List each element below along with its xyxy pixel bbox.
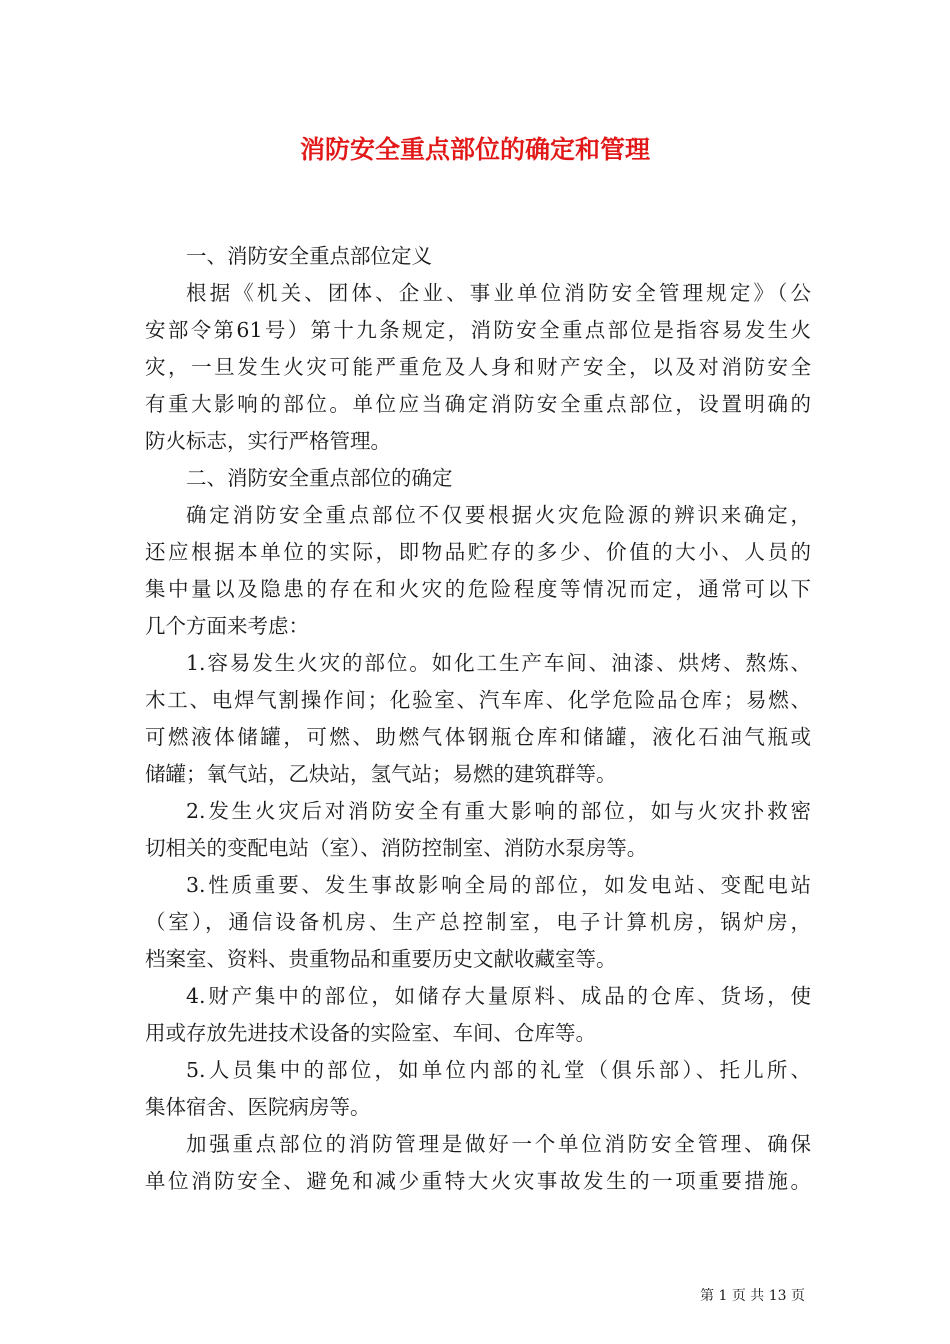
text-line: 几个方面来考虑： — [145, 614, 309, 638]
text-line: 二、消防安全重点部位的确定 — [186, 466, 453, 490]
text-line: 1.容易发生火灾的部位。如化工生产车间、油漆、烘烤、熬炼、 — [186, 651, 811, 675]
text-line: 储罐；氧气站，乙炔站，氢气站；易燃的建筑群等。 — [145, 762, 617, 786]
text-line: 5.人员集中的部位，如单位内部的礼堂（俱乐部）、托儿所、 — [186, 1058, 811, 1082]
text-line: 安部令第61号）第十九条规定，消防安全重点部位是指容易发生火 — [145, 318, 811, 342]
document-body — [145, 238, 811, 1200]
text-line: 4.财产集中的部位，如储存大量原料、成品的仓库、货场，使 — [186, 984, 811, 1008]
text-line: 切相关的变配电站（室）、消防控制室、消防水泵房等。 — [145, 836, 648, 860]
text-line: 用或存放先进技术设备的实险室、车间、仓库等。 — [145, 1021, 596, 1045]
text-line: 加强重点部位的消防管理是做好一个单位消防安全管理、确保 — [186, 1132, 811, 1156]
text-line: 档案室、资料、贵重物品和重要历史文献收藏室等。 — [145, 947, 617, 971]
text-line: 2.发生火灾后对消防安全有重大影响的部位，如与火灾扑救密 — [186, 799, 811, 823]
document-title: 消防安全重点部位的确定和管理 — [299, 135, 650, 164]
page-number: 第 1 页 共 13 页 — [700, 1288, 805, 1304]
text-line: （室），通信设备机房、生产总控制室，电子计算机房，锅炉房， — [145, 910, 811, 934]
text-line: 防火标志，实行严格管理。 — [145, 429, 391, 453]
text-line: 可燃液体储罐，可燃、助燃气体钢瓶仓库和储罐，液化石油气瓶或 — [145, 725, 811, 749]
text-line: 灾，一旦发生火灾可能严重危及人身和财产安全，以及对消防安全 — [145, 355, 811, 379]
text-line: 3.性质重要、发生事故影响全局的部位，如发电站、变配电站 — [186, 873, 811, 897]
text-line: 单位消防安全、避免和减少重特大火灾事故发生的一项重要措施。 — [145, 1169, 811, 1193]
text-line: 根据《机关、团体、企业、事业单位消防安全管理规定》（公 — [186, 281, 811, 305]
text-line: 一、消防安全重点部位定义 — [186, 244, 432, 268]
text-line: 还应根据本单位的实际，即物品贮存的多少、价值的大小、人员的 — [145, 540, 811, 564]
text-line: 集体宿舍、医院病房等。 — [145, 1095, 371, 1119]
text-line: 确定消防安全重点部位不仅要根据火灾危险源的辨识来确定， — [186, 503, 811, 527]
text-line: 集中量以及隐患的存在和火灾的危险程度等情况而定，通常可以下 — [145, 577, 811, 601]
text-line: 有重大影响的部位。单位应当确定消防安全重点部位，设置明确的 — [145, 392, 811, 416]
text-line: 木工、电焊气割操作间；化验室、汽车库、化学危险品仓库；易燃、 — [145, 688, 811, 712]
